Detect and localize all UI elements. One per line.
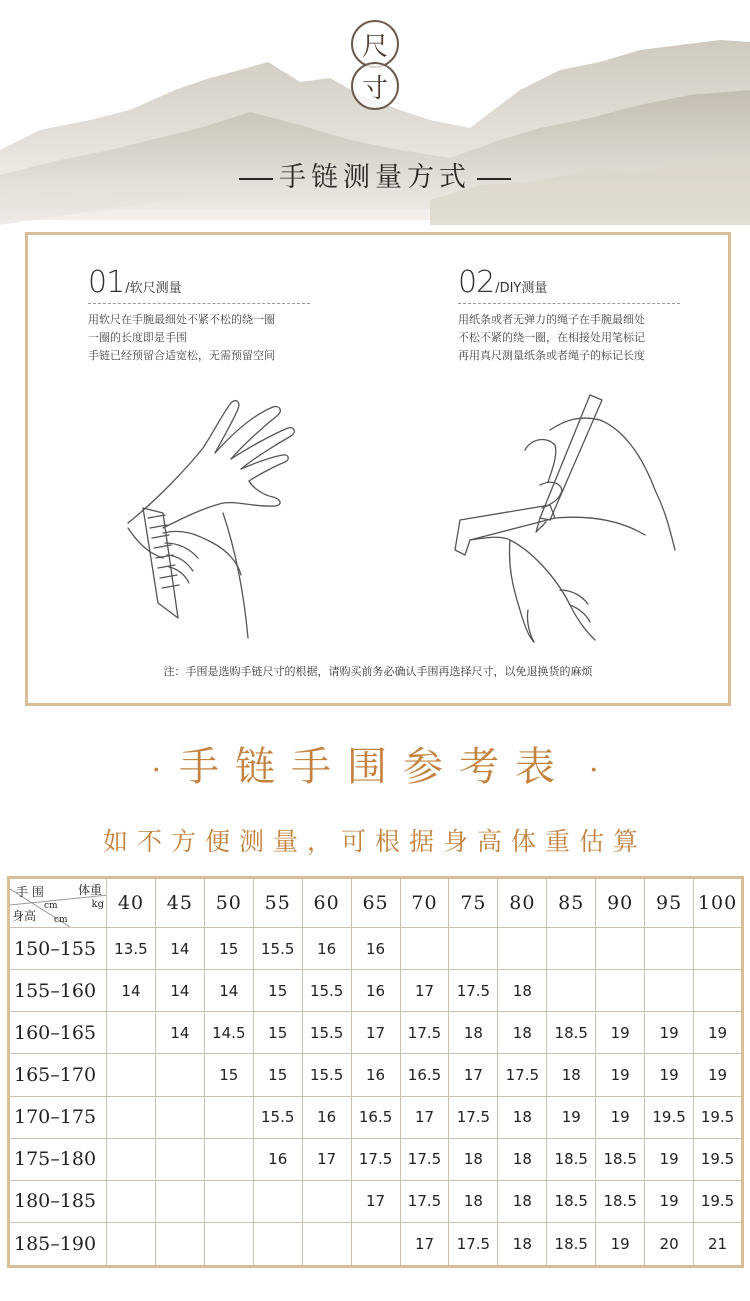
wrist-size-cell: 19 (645, 1180, 694, 1222)
table-row (9, 1180, 743, 1222)
corner-weight-label: 体重 (77, 883, 102, 897)
table-header-row (9, 878, 743, 928)
wrist-size-cell (155, 1138, 204, 1180)
wrist-size-cell: 16 (302, 1096, 351, 1138)
wrist-size-cell: 19 (596, 1054, 645, 1096)
wrist-size-cell (547, 970, 596, 1012)
table-row (9, 1054, 743, 1096)
corner-wrist-label: 手 围 (16, 885, 44, 899)
wrist-size-cell: 18.5 (547, 1180, 596, 1222)
corner-weight-unit: kg (91, 899, 104, 910)
banner-title: 手链测量方式 (279, 162, 471, 193)
wrist-size-cell: 17 (400, 1096, 449, 1138)
wrist-size-cell: 18.5 (547, 1012, 596, 1054)
reference-subtitle: 如不方便测量，可根据身高体重估算 (102, 827, 647, 856)
wrist-size-cell: 18.5 (547, 1138, 596, 1180)
wrist-size-cell: 18 (449, 1180, 498, 1222)
wrist-size-cell: 13.5 (107, 928, 156, 970)
corner-height-unit: cm (54, 915, 68, 925)
banner-title-row (0, 155, 750, 194)
hand-soft-ruler-icon (123, 393, 323, 643)
wrist-size-cell: 18 (498, 1096, 547, 1138)
height-range-cell: 165–170 (9, 1054, 107, 1096)
wrist-size-cell (302, 1222, 351, 1266)
method-soft-ruler (88, 265, 348, 365)
wrist-size-cell: 17.5 (449, 970, 498, 1012)
wrist-size-cell: 19 (596, 1222, 645, 1266)
reference-title-row (0, 735, 750, 792)
corner-wrist-unit: cm (44, 901, 58, 911)
hand-pen-marking-icon (430, 390, 680, 650)
wrist-size-cell (204, 1138, 253, 1180)
method-desc-line: 用纸条或者无弹力的绳子在手腕最细处 (458, 313, 645, 326)
weight-column-header: 75 (449, 878, 498, 928)
wrist-size-cell (155, 1222, 204, 1266)
method-name: /软尺测量 (125, 281, 182, 296)
wrist-size-cell: 17.5 (400, 1180, 449, 1222)
wrist-size-cell (694, 970, 743, 1012)
wrist-size-cell: 19 (645, 1054, 694, 1096)
wrist-size-cell: 17 (351, 1180, 400, 1222)
wrist-size-cell: 18 (449, 1012, 498, 1054)
wrist-size-cell: 18.5 (596, 1180, 645, 1222)
wrist-size-cell: 14 (155, 970, 204, 1012)
wrist-size-cell: 17.5 (498, 1054, 547, 1096)
wrist-size-cell: 14 (107, 970, 156, 1012)
wrist-size-cell: 15.5 (302, 1012, 351, 1054)
wrist-size-cell: 14.5 (204, 1012, 253, 1054)
title-dot-left: · (151, 753, 161, 788)
wrist-size-cell (596, 928, 645, 970)
wrist-size-cell (645, 970, 694, 1012)
method-diy (458, 265, 718, 365)
wrist-size-cell (351, 1222, 400, 1266)
wrist-size-cell (107, 1138, 156, 1180)
wrist-size-cell: 15 (204, 928, 253, 970)
wrist-size-cell: 19.5 (694, 1096, 743, 1138)
wrist-size-cell (449, 928, 498, 970)
wrist-size-cell: 16.5 (351, 1096, 400, 1138)
height-range-cell: 150–155 (9, 928, 107, 970)
wrist-size-cell (204, 1096, 253, 1138)
method-number: 02 (458, 265, 495, 300)
wrist-size-cell: 15.5 (253, 928, 302, 970)
seal-char-1: 尺 (351, 20, 399, 68)
weight-column-header: 50 (204, 878, 253, 928)
method-name: /DIY测量 (495, 281, 548, 296)
wrist-size-cell: 17 (351, 1012, 400, 1054)
wrist-size-cell: 17 (449, 1054, 498, 1096)
wrist-size-cell (253, 1222, 302, 1266)
method-desc-line: 用软尺在手腕最细处不紧不松的绕一圈 (88, 313, 275, 326)
weight-column-header: 85 (547, 878, 596, 928)
table-row (9, 970, 743, 1012)
wrist-size-cell: 16 (351, 928, 400, 970)
wrist-size-cell: 19 (694, 1054, 743, 1096)
wrist-size-cell (107, 1054, 156, 1096)
wrist-size-cell: 15.5 (302, 1054, 351, 1096)
wrist-size-cell: 15 (253, 1054, 302, 1096)
measurement-methods-panel (25, 232, 731, 706)
wrist-size-cell: 17 (400, 1222, 449, 1266)
wrist-size-cell: 18 (498, 970, 547, 1012)
wrist-size-cell (107, 1096, 156, 1138)
wrist-size-cell: 18 (498, 1222, 547, 1266)
size-reference-table (7, 876, 744, 1268)
wrist-size-cell (107, 1222, 156, 1266)
wrist-size-cell: 17 (400, 970, 449, 1012)
wrist-size-cell: 16 (351, 1054, 400, 1096)
wrist-size-cell: 17.5 (400, 1012, 449, 1054)
wrist-size-cell: 19.5 (694, 1180, 743, 1222)
wrist-size-cell: 15.5 (302, 970, 351, 1012)
table-row (9, 928, 743, 970)
height-range-cell: 180–185 (9, 1180, 107, 1222)
wrist-size-cell (155, 1096, 204, 1138)
wrist-size-cell (302, 1180, 351, 1222)
weight-column-header: 45 (155, 878, 204, 928)
wrist-size-cell (694, 928, 743, 970)
wrist-size-cell (645, 928, 694, 970)
wrist-size-cell: 17.5 (400, 1138, 449, 1180)
wrist-size-cell: 15 (253, 970, 302, 1012)
wrist-size-cell (204, 1222, 253, 1266)
title-dot-right: · (589, 753, 599, 788)
method-desc-line: 不松不紧的绕一圈，在相接处用笔标记 (458, 331, 645, 344)
table-row (9, 1012, 743, 1054)
wrist-size-cell (498, 928, 547, 970)
wrist-size-cell: 19 (596, 1012, 645, 1054)
wrist-size-cell: 15 (204, 1054, 253, 1096)
wrist-size-cell: 19 (596, 1096, 645, 1138)
wrist-size-cell: 19 (645, 1138, 694, 1180)
reference-title: 手链手围参考表 (179, 744, 571, 790)
wrist-size-cell: 18 (498, 1180, 547, 1222)
header-banner (0, 0, 750, 225)
table-row (9, 1096, 743, 1138)
wrist-size-cell: 18.5 (596, 1138, 645, 1180)
wrist-size-cell (155, 1180, 204, 1222)
method-desc-line: 手链已经预留合适宽松，无需预留空间 (88, 349, 275, 362)
method-number: 01 (88, 265, 125, 300)
dashed-divider (458, 303, 680, 304)
wrist-size-cell: 14 (155, 928, 204, 970)
weight-column-header: 65 (351, 878, 400, 928)
wrist-size-cell: 18 (449, 1138, 498, 1180)
wrist-size-cell: 18 (498, 1138, 547, 1180)
wrist-size-cell: 14 (155, 1012, 204, 1054)
wrist-size-cell: 14 (204, 970, 253, 1012)
height-range-cell: 185–190 (9, 1222, 107, 1266)
wrist-size-cell: 18 (498, 1012, 547, 1054)
wrist-size-cell (107, 1180, 156, 1222)
weight-column-header: 40 (107, 878, 156, 928)
table-row (9, 1222, 743, 1266)
weight-column-header: 95 (645, 878, 694, 928)
weight-column-header: 55 (253, 878, 302, 928)
title-dash-left (239, 178, 273, 180)
title-dash-right (477, 178, 511, 180)
wrist-size-cell: 21 (694, 1222, 743, 1266)
table-corner-header (9, 878, 107, 928)
wrist-size-cell: 17 (302, 1138, 351, 1180)
wrist-size-cell: 17.5 (449, 1096, 498, 1138)
wrist-size-cell: 19 (547, 1096, 596, 1138)
weight-column-header: 90 (596, 878, 645, 928)
wrist-size-cell (107, 1012, 156, 1054)
wrist-size-cell: 20 (645, 1222, 694, 1266)
wrist-size-cell (596, 970, 645, 1012)
seal-char-2: 寸 (351, 62, 399, 110)
wrist-size-cell: 19 (645, 1012, 694, 1054)
weight-column-header: 60 (302, 878, 351, 928)
height-range-cell: 160–165 (9, 1012, 107, 1054)
wrist-size-cell: 16 (253, 1138, 302, 1180)
table-row (9, 1138, 743, 1180)
weight-column-header: 70 (400, 878, 449, 928)
weight-column-header: 80 (498, 878, 547, 928)
wrist-size-cell: 19.5 (694, 1138, 743, 1180)
wrist-size-cell: 16 (302, 928, 351, 970)
method-desc-line: 一圈的长度即是手围 (88, 331, 187, 344)
table-body (9, 928, 743, 1267)
wrist-size-cell: 15.5 (253, 1096, 302, 1138)
wrist-size-cell: 17.5 (449, 1222, 498, 1266)
wrist-size-cell: 16 (351, 970, 400, 1012)
height-range-cell: 175–180 (9, 1138, 107, 1180)
wrist-size-cell: 18 (547, 1054, 596, 1096)
method-heading (88, 265, 348, 300)
wrist-size-cell (547, 928, 596, 970)
wrist-size-cell: 16.5 (400, 1054, 449, 1096)
wrist-size-cell (204, 1180, 253, 1222)
wrist-size-cell: 19 (694, 1012, 743, 1054)
wrist-size-cell: 19.5 (645, 1096, 694, 1138)
wrist-size-cell (400, 928, 449, 970)
height-range-cell: 170–175 (9, 1096, 107, 1138)
measurement-note: 注：手围是选购手链尺寸的根据，请购买前务必确认手围再选择尺寸，以免退换货的麻烦 (163, 665, 593, 678)
method-desc-line: 再用真尺测量纸条或者绳子的标记长度 (458, 349, 645, 362)
wrist-size-cell: 17.5 (351, 1138, 400, 1180)
weight-column-header: 100 (694, 878, 743, 928)
corner-height-label: 身高 (12, 909, 37, 923)
method-heading (458, 265, 718, 300)
wrist-size-cell (155, 1054, 204, 1096)
dashed-divider (88, 303, 310, 304)
height-range-cell: 155–160 (9, 970, 107, 1012)
wrist-size-cell (253, 1180, 302, 1222)
wrist-size-cell: 18.5 (547, 1222, 596, 1266)
wrist-size-cell: 15 (253, 1012, 302, 1054)
